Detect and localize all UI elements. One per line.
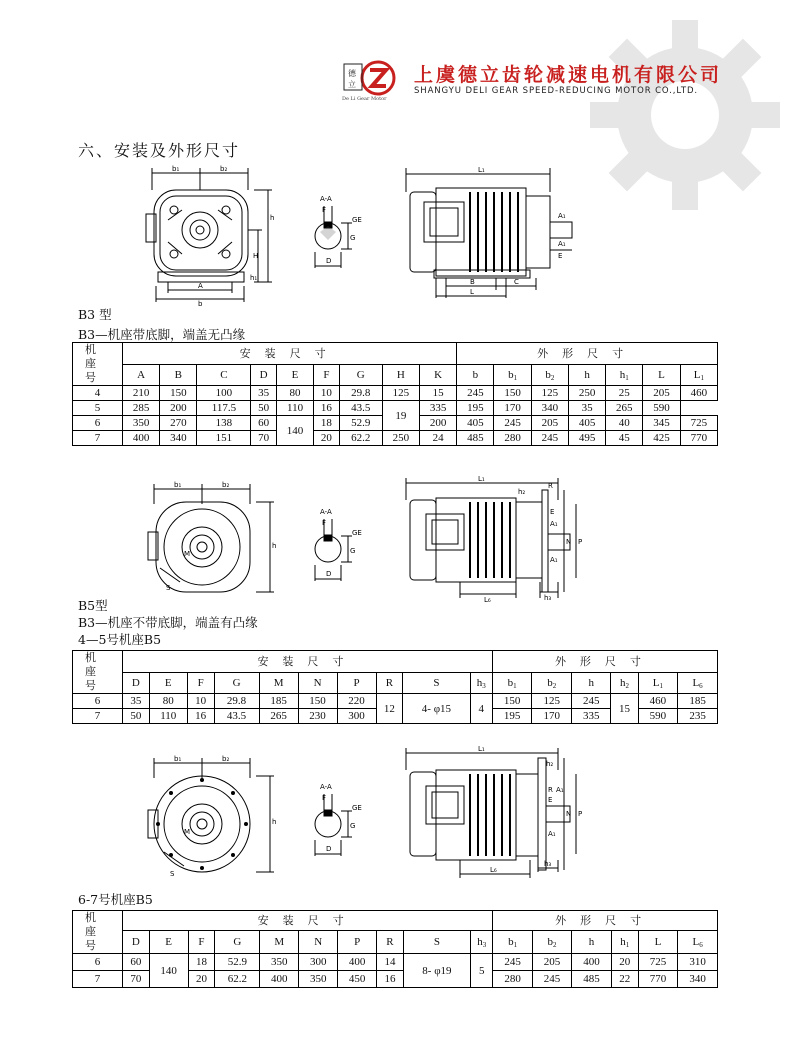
section-label-d: D — [326, 845, 332, 853]
b5a-front-view-drawing — [140, 478, 280, 598]
table-rowhead: 机座号 — [73, 343, 123, 386]
dim-label-h: h — [272, 542, 277, 550]
b5b-shaft-section-drawing — [308, 780, 368, 860]
dim-label-h: h — [270, 214, 275, 222]
b5b-subtitle: 6-7号机座B5 — [78, 892, 153, 907]
dim-label-r: R — [548, 482, 553, 490]
section-label-aa: A-A — [320, 195, 332, 203]
section-title: 六、安装及外形尺寸 — [78, 141, 241, 160]
section-label-d: D — [326, 570, 332, 578]
dim-label-capital-h: H — [253, 252, 259, 260]
section-label-f: F — [322, 519, 327, 527]
dim-label-l1: L₁ — [478, 475, 485, 483]
dim-label-e: E — [558, 252, 563, 260]
section-label-aa: A-A — [320, 783, 332, 791]
b3-side-view-drawing — [400, 162, 580, 302]
section-label-f: F — [322, 794, 327, 802]
section-label-g: G — [350, 822, 356, 830]
dim-label-capital-b: B — [470, 278, 475, 286]
dim-label-s: S — [170, 870, 175, 878]
dim-label-a1-bottom: A₁ — [558, 240, 566, 248]
section-label-ge: GE — [352, 216, 362, 224]
b5b-front-view-drawing — [140, 752, 280, 882]
table-header-row: A B C D E F G H K b $b_1$ $b_2$ h $h_1$ L $L_1$ — [73, 365, 718, 386]
dim-label-b2: b₂ — [222, 755, 230, 763]
dim-label-a1-bottom: A₁ — [548, 830, 556, 838]
dim-label-h1: h₁ — [250, 274, 258, 282]
table-header-row: D E F G M N P R S $h_3$ $b_1$ $b_2$ h $h_2$ $L_1$ $L_6$ — [73, 673, 718, 694]
dim-label-h2: h₂ — [518, 488, 526, 496]
dim-label-a1-top: A₁ — [556, 786, 564, 794]
dim-label-l6: L₆ — [490, 866, 497, 874]
table-row: 5 285 200 117.5 50 110 16 43.5 19 335 195 170 340 35 265 590 — [73, 401, 718, 416]
company-header — [340, 56, 723, 104]
dim-label-e: E — [548, 796, 553, 804]
dim-label-l: L — [470, 288, 474, 296]
dim-label-b1: b₁ — [172, 165, 180, 173]
dim-label-l1: L₁ — [478, 166, 485, 174]
group-install-dims: 安装尺寸 — [123, 911, 493, 931]
section-label-ge: GE — [352, 529, 362, 537]
dim-label-a1-top: A₁ — [558, 212, 566, 220]
b5b-side-view-drawing — [400, 744, 590, 884]
dim-label-p: P — [578, 538, 583, 546]
group-outline-dims: 外形尺寸 — [492, 651, 717, 673]
group-outline-dims: 外形尺寸 — [457, 343, 718, 365]
table-row: 4 210 150 100 35 80 10 29.8 125 15 245 150 125 250 25 205 460 — [73, 386, 718, 401]
b5a-side-view-drawing — [400, 474, 590, 604]
dim-label-h3: h₃ — [544, 860, 552, 868]
section-label-ge: GE — [352, 804, 362, 812]
table-row: 6 35 80 10 29.8 185 150 220 12 4- φ15 4 150 125 245 15 460 185 — [73, 694, 718, 709]
dim-label-b: b — [198, 300, 203, 308]
gear-watermark-icon — [590, 20, 780, 210]
dim-label-b1: b₁ — [174, 481, 182, 489]
dim-label-h: h — [272, 818, 277, 826]
dim-label-n: N — [566, 538, 572, 546]
company-name-cn: 上虞德立齿轮减速电机有限公司 — [414, 64, 723, 86]
b5a-description: B3—机座不带底脚，端盖有凸缘 — [78, 615, 258, 630]
dim-label-a1-top: A₁ — [550, 520, 558, 528]
svg-text:德: 德 — [348, 69, 356, 78]
dim-label-b2: b₂ — [220, 165, 228, 173]
b5a-shaft-section-drawing — [308, 505, 368, 585]
table-row: 7 50 110 16 43.5 265 230 300 195 170 335 590 235 — [73, 709, 718, 724]
b3-description: B3—机座带底脚，端盖无凸缘 — [78, 327, 246, 342]
b5a-dimension-table — [72, 650, 718, 724]
b5a-type-label: B5型 — [78, 598, 108, 613]
group-outline-dims: 外形尺寸 — [493, 911, 718, 931]
section-label-aa: A-A — [320, 508, 332, 516]
dim-label-a: A — [198, 282, 203, 290]
dim-label-h2: h₂ — [546, 760, 554, 768]
table-row: 6 60 140 18 52.9 350 300 400 14 8- φ19 5 245 205 400 20 725 310 — [73, 954, 718, 971]
dim-label-m: M — [184, 550, 191, 558]
svg-text:De Li Gear Motor: De Li Gear Motor — [342, 96, 387, 102]
dim-label-r: R — [548, 786, 553, 794]
b5a-subtitle: 4—5号机座B5 — [78, 632, 162, 647]
b3-front-view-drawing — [138, 160, 278, 310]
b3-shaft-section-drawing — [308, 192, 368, 272]
table-rowhead: 机座号 — [73, 911, 123, 954]
dim-label-m: M — [184, 828, 191, 836]
dim-label-c: C — [514, 278, 519, 286]
company-name-en: SHANGYU DELI GEAR SPEED-REDUCING MOTOR CO.,LTD. — [414, 86, 698, 96]
table-rowhead: 机座号 — [73, 651, 123, 694]
dim-label-a1-bottom: A₁ — [550, 556, 558, 564]
section-label-f: F — [322, 206, 327, 214]
dim-label-l6: L₆ — [484, 596, 491, 604]
dim-label-b1: b₁ — [174, 755, 182, 763]
dim-label-b2: b₂ — [222, 481, 230, 489]
svg-text:立: 立 — [348, 80, 356, 89]
group-install-dims: 安装尺寸 — [123, 651, 493, 673]
dim-label-h3: h₃ — [544, 594, 552, 602]
dim-label-n: N — [566, 810, 572, 818]
dim-label-e: E — [550, 508, 555, 516]
section-label-d: D — [326, 257, 332, 265]
company-logo-icon — [340, 56, 410, 102]
dim-label-l1: L₁ — [478, 745, 485, 753]
b3-type-label: B3 型 — [78, 307, 112, 322]
dim-label-s: S — [166, 584, 171, 592]
dim-label-p: P — [578, 810, 583, 818]
group-install-dims: 安装尺寸 — [123, 343, 457, 365]
table-row: 7 400 340 151 70 20 62.2 250 24 485 280 245 495 45 425 770 — [73, 431, 718, 446]
table-row: 6 350 270 138 60 140 18 52.9 200 405 245 205 405 40 345 725 — [73, 416, 718, 431]
b5b-dimension-table — [72, 910, 718, 988]
section-label-g: G — [350, 234, 356, 242]
b3-dimension-table — [72, 342, 718, 446]
table-row: 7 70 20 62.2 400 350 450 16 280 245 485 22 770 340 — [73, 971, 718, 988]
section-label-g: G — [350, 547, 356, 555]
table-header-row: D E F G M N P R S $h_3$ $b_1$ $b_2$ h $h_1$ L $L_6$ — [73, 931, 718, 954]
